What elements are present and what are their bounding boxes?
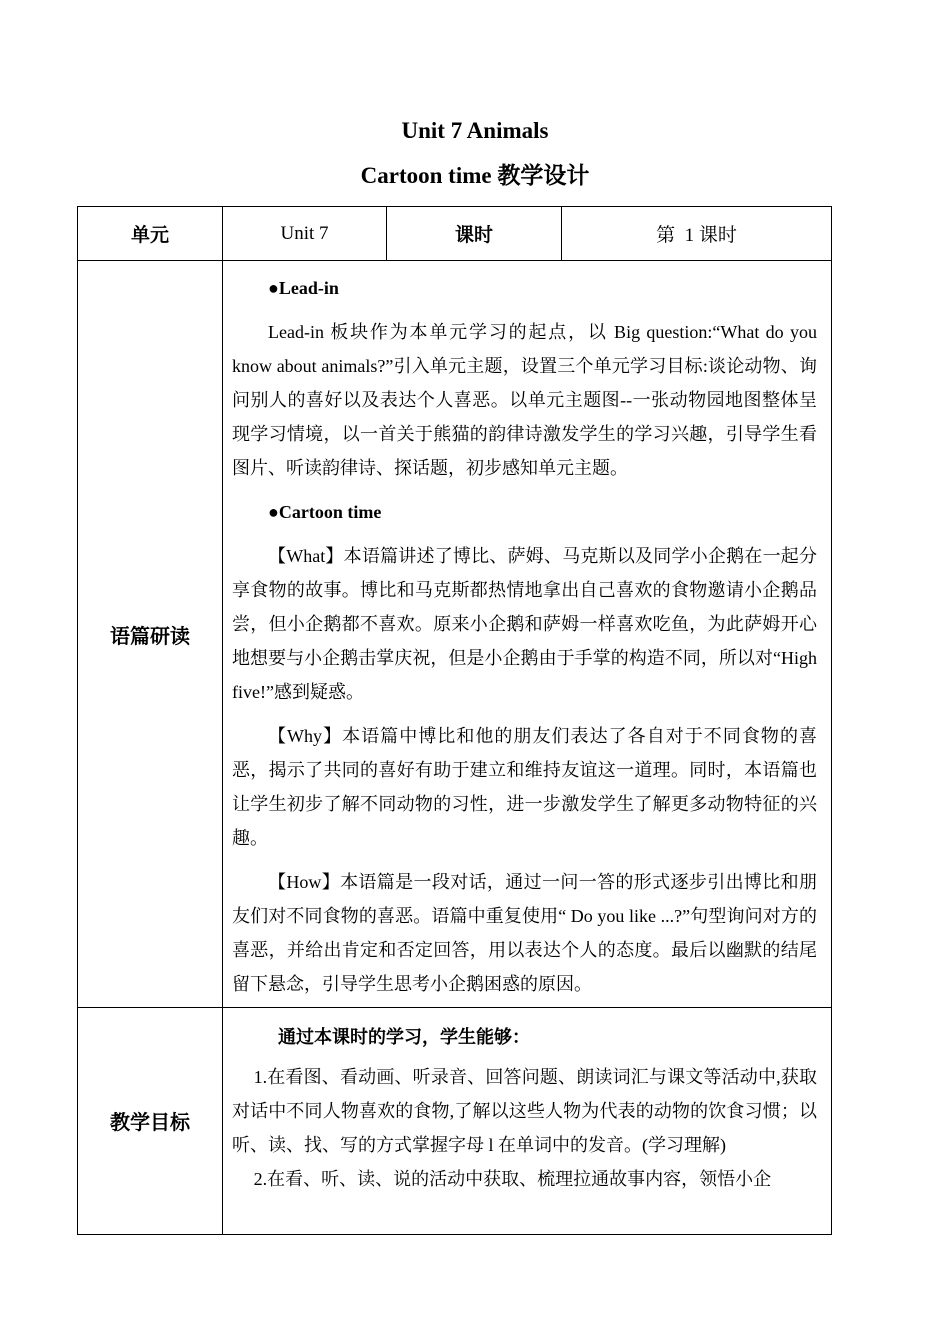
goals-content <box>223 1008 832 1235</box>
goal-item-1: 1.在看图、看动画、听录音、回答问题、朗读词汇与课文等活动中,获取对话中不同人物喜欢的食物,了解以这些人物为代表的动物的饮食习惯；以听、读、找、写的方式掌握字母 l 在单词中的发音。(学习理解) <box>232 1067 817 1155</box>
table-row <box>78 207 832 261</box>
unit-value: Unit 7 <box>223 207 387 261</box>
table-row <box>78 1008 832 1235</box>
leadin-heading: ●Lead-in <box>268 278 339 298</box>
how-paragraph: 【How】本语篇是一段对话，通过一问一答的形式逐步引出博比和朋友们对不同食物的喜恶。语篇中重复使用“ Do you like ...?”句型询问对方的喜恶，并给出肯定和否定回答，用以表达个人的态度。最后以幽默的结尾留下悬念，引导学生思考小企鹅困惑的原因。 <box>232 872 817 994</box>
table-row <box>78 261 832 1008</box>
why-paragraph: 【Why】本语篇中博比和他的朋友们表达了各自对于不同食物的喜恶，揭示了共同的喜好有助于建立和维持友谊这一道理。同时，本语篇也让学生初步了解不同动物的习性，进一步激发学生了解更多动物特征的兴趣。 <box>232 726 817 848</box>
what-paragraph: 【What】本语篇讲述了博比、萨姆、马克斯以及同学小企鹅在一起分享食物的故事。博比和马克斯都热情地拿出自己喜欢的食物邀请小企鹅品尝，但小企鹅都不喜欢。原来小企鹅和萨姆一样喜欢吃鱼，为此萨姆开心地想要与小企鹅击掌庆祝，但是小企鹅由于手掌的构造不同，所以对“High five!”感到疑惑。 <box>232 546 817 702</box>
document-title: Unit 7 Animals <box>401 118 549 143</box>
reading-label: 语篇研读 <box>78 261 223 1008</box>
goals-label: 教学目标 <box>78 1008 223 1235</box>
cartoon-heading: ●Cartoon time <box>268 502 382 522</box>
document-subtitle: Cartoon time 教学设计 <box>360 163 590 188</box>
period-label: 课时 <box>387 207 562 261</box>
period-value: 第 1 课时 <box>562 207 832 261</box>
goal-item-2: 2.在看、听、读、说的活动中获取、梳理拉通故事内容，领悟小企 <box>253 1169 772 1189</box>
reading-content <box>223 261 832 1008</box>
lesson-plan-table <box>77 206 832 1235</box>
leadin-paragraph: Lead-in 板块作为本单元学习的起点，以 Big question:“What do you know about animals?”引入单元主题，设置三个单元学习目标:谈论动物、询问别人的喜好以及表达个人喜恶。以单元主题图--一张动物园地图整体呈现学习情境，以一首关于熊猫的韵律诗激发学生的学习兴趣，引导学生看图片、听读韵律诗、探话题，初步感知单元主题。 <box>232 322 817 478</box>
unit-label: 单元 <box>78 207 223 261</box>
goals-intro: 通过本课时的学习，学生能够： <box>278 1027 530 1047</box>
